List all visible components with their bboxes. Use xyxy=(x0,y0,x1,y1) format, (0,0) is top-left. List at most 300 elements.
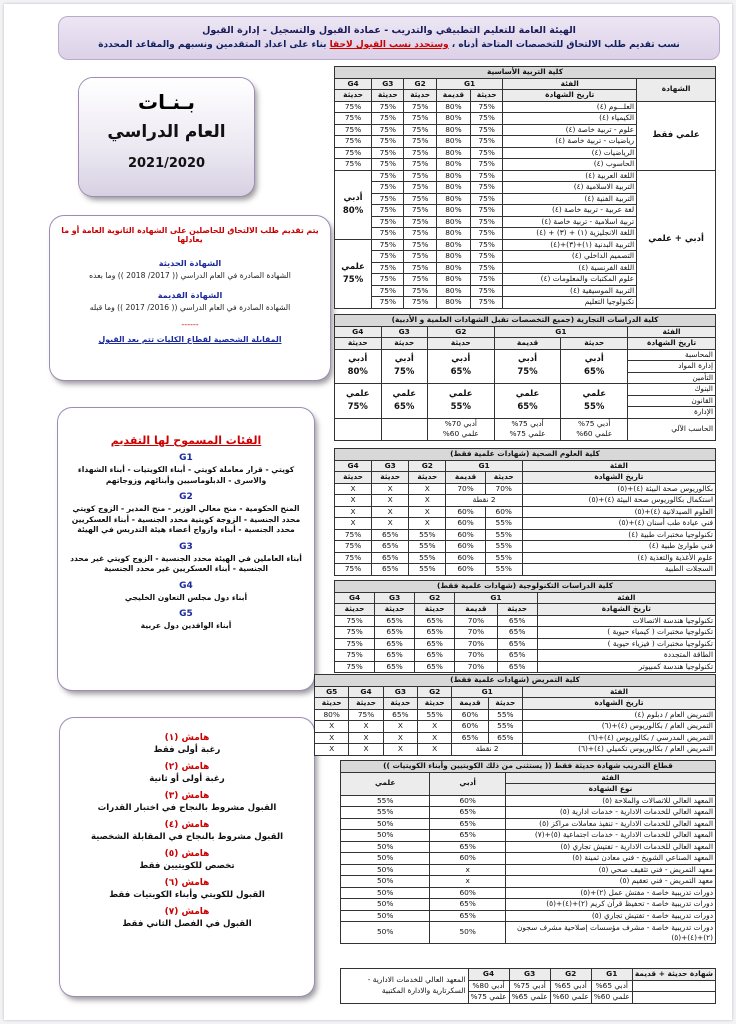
col-g2: G2 xyxy=(404,78,436,90)
cell-text: 80% xyxy=(347,367,368,378)
table-row xyxy=(335,449,716,461)
institute-name: معهد التمريض - فني تثقيف صحي (٥) xyxy=(506,864,716,876)
col-g4: G4 xyxy=(335,326,382,338)
note-text: رغبة أولى فقط xyxy=(153,745,221,755)
group-text: أبناء العاملين في الهيئة محدد الجنسية - الزوج كويتي غير محدد الجنسية - أبناء العسكريين غير محدد الجنسية xyxy=(70,553,302,573)
g1-old: 80% xyxy=(436,159,470,171)
table-row xyxy=(315,709,716,721)
info-old-title: الشهادة القديمة xyxy=(157,290,223,300)
g3: 65% xyxy=(372,564,409,576)
g1-new: 75% xyxy=(471,101,503,113)
g1-new: 65% xyxy=(497,661,537,673)
g2: 65% xyxy=(415,638,455,650)
g1-new: 75% xyxy=(471,170,503,182)
empty-cell xyxy=(632,980,715,992)
specialty-name: التربية البدنية (١)+(٣)+(٤) xyxy=(503,239,637,251)
g4-sci xyxy=(335,239,372,308)
institute-name: دورات تدريبية خاصة - مفتش عمل (٢)+(٥) xyxy=(506,887,716,899)
table-row xyxy=(315,686,716,698)
col-new: حديثة xyxy=(335,604,375,616)
g3: X xyxy=(372,483,409,495)
g3: 75% xyxy=(372,274,404,286)
g2: 75% xyxy=(404,147,436,159)
empty-cell xyxy=(632,992,715,1004)
g4: 75% xyxy=(335,638,375,650)
cell-text: علمي xyxy=(341,261,365,272)
g1-new: 55% xyxy=(485,529,522,541)
note-title: هامش (٦) xyxy=(164,878,210,888)
g1-old: 80% xyxy=(436,285,470,297)
col-category: الفئة xyxy=(537,592,715,604)
table-row xyxy=(335,541,716,553)
col-g4: G4 xyxy=(335,460,372,472)
sci-rate: 50% xyxy=(341,841,430,853)
specialty-name: علوم الأغذية والتغذية (٤) xyxy=(522,552,715,564)
g3: 75% xyxy=(372,262,404,274)
g1-old: 80% xyxy=(436,113,470,125)
col-old: قديمة xyxy=(494,338,561,350)
group-text: المنح الحكومية - منح معالي الوزير - منح المدير - الزوج كويتي محدد الجنسية - الزوجة كويتية محدد الجنسية - أبناء العسكريين محدد الجنسية - أبناء وازواج أعضاء هيئة التدريس في الهيئة xyxy=(71,504,301,534)
table-row xyxy=(341,969,716,981)
g1-new: 75% xyxy=(471,182,503,194)
cert-both: أدبي + علمي xyxy=(637,170,716,308)
table-row xyxy=(341,795,716,807)
g2: 55% xyxy=(418,709,452,721)
specialty-name: فني طوارئ طبية (٤) xyxy=(522,541,715,553)
institute-name: المعهد الصناعي الشويخ - فني معادن ثمينة (٥) xyxy=(506,853,716,865)
specialty-name: الرياضيات (٤) xyxy=(503,147,637,159)
g1-old: 80% xyxy=(436,170,470,182)
info-eligibility: يتم تقديم طلب الالتحاق للحاصلين على الشهادة الثانوية العامة أو ما يعادلها xyxy=(61,226,319,244)
group-name: G1 xyxy=(179,453,193,463)
header-banner xyxy=(58,16,720,60)
col-cert-date: تاريخ الشهادة xyxy=(628,338,716,350)
g2: 75% xyxy=(404,285,436,297)
section-title: كلية الدراسات التجارية (جميع التخصصات تقبل الشهادات العلمية و الأدبية) xyxy=(335,315,716,327)
g1-old: 80% xyxy=(436,251,470,263)
section-title: كلية التربية الأساسية xyxy=(335,67,716,79)
sci-rate: 50% xyxy=(341,922,430,944)
col-new: حديثة xyxy=(335,338,382,350)
specialty-name: تكنولوجيا مختبرات طبية (٤) xyxy=(522,529,715,541)
specialty-name: التصميم الداخلي (٤) xyxy=(503,251,637,263)
table-row xyxy=(335,638,716,650)
sci-rate: 55% xyxy=(341,795,430,807)
specialty-name: إدارة المواد xyxy=(628,361,716,373)
group-name: G3 xyxy=(179,541,193,552)
g4-sci: علمي 75% xyxy=(468,992,509,1004)
col-g1: G1 xyxy=(452,686,523,698)
specialty-name: الكيمياء (٤) xyxy=(503,113,637,125)
table-row xyxy=(315,675,716,687)
g1-new: 60% xyxy=(485,506,522,518)
g1-new: 75% xyxy=(471,159,503,171)
specialty-name: تكنولوجيا هندسة الاتصالات xyxy=(537,615,715,627)
note-text: القبول مشروط بالنجاح في المقابلة الشخصية xyxy=(90,832,284,842)
table-row xyxy=(335,581,716,593)
g4-lit xyxy=(335,170,372,239)
col-cert-date: تاريخ الشهادة xyxy=(523,698,716,710)
g1-points: 2 نقطة xyxy=(446,495,522,507)
col-old: قديمة xyxy=(446,472,485,484)
lit-rate: x xyxy=(430,864,506,876)
g4-sci xyxy=(335,384,382,419)
section-title: كلية التمريض (شهادات علمية فقط) xyxy=(315,675,716,687)
g1-old: 80% xyxy=(436,205,470,217)
col-new: حديثة xyxy=(381,338,427,350)
g3: 75% xyxy=(372,170,404,182)
g2: X xyxy=(409,483,446,495)
table-row xyxy=(341,899,716,911)
table-row xyxy=(335,615,716,627)
specialty-name: التربية الموسيقية (٤) xyxy=(503,285,637,297)
col-category: الفئة xyxy=(503,78,637,90)
col-cert-date: تاريخ الشهادة xyxy=(503,90,637,102)
cell-text: 75% xyxy=(394,367,415,378)
institute-name: دورات تدريبية خاصة - تفتيش تجاري (٥) xyxy=(506,910,716,922)
g1-points: 2 نقطة xyxy=(452,744,523,756)
cell-text: علمي xyxy=(345,388,370,399)
note-text: رغبة أولى أو ثانية xyxy=(149,774,225,784)
cell-text: 65% xyxy=(394,401,415,412)
note-title: هامش (١) xyxy=(164,733,210,743)
g1-new: 75% xyxy=(471,262,503,274)
institute-name: المعهد العالي للخدمات الادارية - تنفيذ معاملات مراكز (٥) xyxy=(506,818,716,830)
lit-rate: 60% xyxy=(430,853,506,865)
g4: 75% xyxy=(335,136,372,148)
g2: 75% xyxy=(404,136,436,148)
col-g4: G4 xyxy=(335,78,372,90)
g2: 65% xyxy=(415,627,455,639)
g3: 65% xyxy=(372,552,409,564)
col-new: حديثة xyxy=(375,604,415,616)
g1-old: 80% xyxy=(436,147,470,159)
g1-new-lit xyxy=(561,349,628,384)
g1-old: 70% xyxy=(455,638,497,650)
g3: 75% xyxy=(372,239,404,251)
col-new: حديثة xyxy=(372,472,409,484)
g1-old: 80% xyxy=(436,182,470,194)
col-category: الفئة xyxy=(628,326,716,338)
pc-g3 xyxy=(381,418,427,440)
table-row xyxy=(341,853,716,865)
note-title: هامش (٤) xyxy=(164,820,210,830)
table-training xyxy=(340,760,716,944)
g2: 75% xyxy=(404,274,436,286)
g4: X xyxy=(335,518,372,530)
table-row xyxy=(335,418,716,440)
table-row xyxy=(335,170,716,182)
cell-text: علمي 75% xyxy=(509,429,546,438)
g3: 65% xyxy=(375,615,415,627)
pc-g1-new xyxy=(561,418,628,440)
g1-old: 60% xyxy=(446,541,485,553)
g1-new: 75% xyxy=(471,216,503,228)
institute-name: المعهد العالي للاتصالات والملاحة (٥) xyxy=(506,795,716,807)
g1-new: 75% xyxy=(471,205,503,217)
cell-text: أدبي xyxy=(451,354,471,365)
cell-text: أدبي xyxy=(517,354,538,365)
note-title: هامش (٣) xyxy=(164,791,210,801)
g2: 75% xyxy=(404,182,436,194)
g4: X xyxy=(349,744,383,756)
cell-text: أدبي 75% xyxy=(578,418,611,428)
g1-old: 70% xyxy=(455,661,497,673)
info-divider: ------ xyxy=(181,320,199,329)
g3: 75% xyxy=(372,124,404,136)
lit-rate: 60% xyxy=(430,887,506,899)
lit-rate: 60% xyxy=(430,795,506,807)
g1-old: 60% xyxy=(446,529,485,541)
g3: X xyxy=(372,495,409,507)
cell-text: علمي xyxy=(515,388,540,399)
g1-new: 55% xyxy=(485,518,522,530)
g4: 75% xyxy=(349,709,383,721)
sci-rate: 50% xyxy=(341,910,430,922)
col-g3: G3 xyxy=(383,686,417,698)
lit-rate: 65% xyxy=(430,807,506,819)
table-row xyxy=(335,661,716,673)
table-basic-education xyxy=(334,66,716,309)
cell-text: أدبي xyxy=(394,354,414,365)
groups-list xyxy=(66,453,306,632)
specialty-name: استكمال بكالوريوس صحة البيئة (٤)+(٥) xyxy=(522,495,715,507)
specialty-name: التمريض العام / دبلوم (٤) xyxy=(523,709,716,721)
info-interview-link[interactable]: المقابلة الشخصية لقطاع الكليات تتم بعد القبول xyxy=(98,335,282,344)
col-g3: G3 xyxy=(375,592,415,604)
table-nursing xyxy=(314,674,716,756)
table-health xyxy=(334,448,716,576)
table-row xyxy=(341,830,716,842)
g3: 75% xyxy=(372,159,404,171)
g3: 75% xyxy=(372,297,404,309)
sci-rate: 50% xyxy=(341,876,430,888)
table-technology xyxy=(334,580,716,673)
table-row xyxy=(315,744,716,756)
col-newold: شهادة حديثة + قديمة xyxy=(632,969,715,981)
sci-rate: 50% xyxy=(341,818,430,830)
g3: X xyxy=(383,744,417,756)
specialty-name: اللغة الانجليزية (١) + (٣) + (٤) xyxy=(503,228,637,240)
g1-old: 80% xyxy=(436,216,470,228)
g2: X xyxy=(418,721,452,733)
g1-old: 60% xyxy=(446,564,485,576)
cell-text: أدبي 70% xyxy=(444,418,477,428)
g2: 55% xyxy=(409,564,446,576)
g2: 75% xyxy=(404,251,436,263)
g2: 75% xyxy=(404,205,436,217)
g1-old: 80% xyxy=(436,239,470,251)
institute-name: دورات تدريبية خاصة - تحفيظ قرآن كريم (٢)+(٤)+(٥) xyxy=(506,899,716,911)
g3: 65% xyxy=(372,529,409,541)
institute-name: المعهد العالي للخدمات الادارية - خدمات ادارية (٥) xyxy=(506,807,716,819)
g1-old: 80% xyxy=(436,136,470,148)
info-old-text: الشهادة الصادرة في العام الدراسي (( 2016/ 2017 )) وما قبله xyxy=(89,303,291,312)
specialty-name: تكنولوجيا هندسة كمبيوتر xyxy=(537,661,715,673)
g4: 75% xyxy=(335,650,375,662)
info-card xyxy=(50,216,330,380)
g3: 75% xyxy=(372,193,404,205)
g1-sci: علمي 60% xyxy=(591,992,632,1004)
table-row xyxy=(335,326,716,338)
specialty-name: رياضيات - تربية خاصة (٤) xyxy=(503,136,637,148)
section-title: كلية العلوم الصحية (شهادات علمية فقط) xyxy=(335,449,716,461)
cell-text: 65% xyxy=(450,367,471,378)
institute-name: دورات تدريبية خاصة - مشرف مؤسسات إصلاحية مشرف سجون (٢)+(٤)+(٥) xyxy=(506,922,716,944)
g2: 75% xyxy=(404,159,436,171)
cell-text: أدبي 75% xyxy=(511,418,544,428)
note-text: القبول في الفصل الثاني فقط xyxy=(122,919,252,929)
g4: X xyxy=(349,732,383,744)
specialty-name: التأمين xyxy=(628,372,716,384)
specialty-name: البنوك xyxy=(628,384,716,396)
g4: X xyxy=(349,721,383,733)
col-new: حديثة xyxy=(485,472,522,484)
specialty-name: المحاسبة xyxy=(628,349,716,361)
g2: 75% xyxy=(404,170,436,182)
g1-new: 65% xyxy=(488,732,522,744)
note-title: هامش (٥) xyxy=(164,849,210,859)
specialty-name: السجلات الطبية xyxy=(522,564,715,576)
table-row xyxy=(335,349,716,361)
g1-new: 65% xyxy=(497,627,537,639)
table-row xyxy=(335,506,716,518)
note-text: القبول للكويتي وأبناء الكويتيات فقط xyxy=(109,890,265,900)
table-row xyxy=(341,772,716,784)
g4: 75% xyxy=(335,101,372,113)
cell-text: علمي xyxy=(449,388,473,399)
g1-old: 70% xyxy=(455,615,497,627)
g4-lit: أدبي 80% xyxy=(468,980,509,992)
table-row xyxy=(341,807,716,819)
g1-new: 65% xyxy=(497,650,537,662)
g3-sci: علمي 65% xyxy=(509,992,550,1004)
col-category: الفئة xyxy=(523,686,716,698)
note-title: هامش (٧) xyxy=(164,907,210,917)
col-new: حديثة xyxy=(488,698,522,710)
g1-new: 75% xyxy=(471,297,503,309)
g3: 75% xyxy=(372,251,404,263)
g3: 65% xyxy=(375,638,415,650)
col-g3: G3 xyxy=(372,78,404,90)
specialty-name: التمريض العام / بكالوريوس تكميلي (٤)+(٦) xyxy=(523,744,716,756)
table-row xyxy=(315,732,716,744)
table-row xyxy=(341,818,716,830)
g3: 75% xyxy=(372,113,404,125)
g1-new: 75% xyxy=(471,228,503,240)
col-g4: G4 xyxy=(349,686,383,698)
specialty-name: علوم - تربية خاصة (٤) xyxy=(503,124,637,136)
g2: 75% xyxy=(404,113,436,125)
g3: 65% xyxy=(383,709,417,721)
g1-old: 60% xyxy=(446,518,485,530)
cell-text: 80% xyxy=(342,205,364,216)
col-category: الفئة xyxy=(522,460,715,472)
col-g2: G2 xyxy=(415,592,455,604)
g4: 75% xyxy=(335,627,375,639)
specialty-name: الحاسب الآلي xyxy=(628,418,716,440)
g2: 55% xyxy=(409,541,446,553)
col-new: حديثة xyxy=(561,338,628,350)
table-business xyxy=(334,314,716,441)
g1-new: 55% xyxy=(488,709,522,721)
cell-text: أدبي xyxy=(584,354,604,365)
cell-text: علمي 60% xyxy=(576,429,613,438)
lit-rate: 65% xyxy=(430,830,506,842)
specialty-name: القانون xyxy=(628,395,716,407)
table-secretarial xyxy=(340,968,716,1004)
cell-text: 75% xyxy=(347,401,368,412)
title-card xyxy=(79,78,254,196)
g3: 75% xyxy=(372,205,404,217)
g3-lit xyxy=(381,349,427,384)
g2: X xyxy=(418,744,452,756)
g1-old: 80% xyxy=(436,274,470,286)
g1-old: 60% xyxy=(446,552,485,564)
groups-title: الفئات المسموح لها التقديم xyxy=(110,434,262,447)
notes-list xyxy=(68,733,306,929)
g1-new: 75% xyxy=(471,113,503,125)
g3: 75% xyxy=(372,101,404,113)
col-g2: G2 xyxy=(550,969,591,981)
table-row xyxy=(341,910,716,922)
g1-old: 80% xyxy=(436,297,470,309)
col-g1: G1 xyxy=(494,326,627,338)
specialty-name: فني عيادة طب أسنان (٤)+(٥) xyxy=(522,518,715,530)
secretarial-name: المعهد العالي للخدمات الادارية - السكرتارية والادارة المكتبية xyxy=(341,969,469,1004)
g1-old: 80% xyxy=(436,228,470,240)
g2: 75% xyxy=(404,228,436,240)
g2: 75% xyxy=(404,297,436,309)
table-row xyxy=(335,338,716,350)
specialty-name: تربية اسلامية - تربية خاصة (٤) xyxy=(503,216,637,228)
lit-rate: x xyxy=(430,876,506,888)
group-text: أبناء دول مجلس التعاون الخليجي xyxy=(124,592,248,602)
col-sci: علمي xyxy=(341,772,430,795)
header-sub-post: بناء على اعداد المتقدمين ونسبهم والمقاعد المحددة xyxy=(98,40,327,50)
g1-new-sci xyxy=(561,384,628,419)
g3: X xyxy=(372,518,409,530)
g1-new: 75% xyxy=(471,124,503,136)
specialty-name: اللغة العربية (٤) xyxy=(503,170,637,182)
specialty-name: التمريض العام / بكالوريوس (٤)+(٦) xyxy=(523,721,716,733)
g2: X xyxy=(409,495,446,507)
note-title: هامش (٢) xyxy=(164,762,210,772)
g1-new: 75% xyxy=(471,147,503,159)
sci-rate: 50% xyxy=(341,864,430,876)
table-row xyxy=(335,384,716,396)
g2: 75% xyxy=(404,262,436,274)
g1-new: 55% xyxy=(485,541,522,553)
g3: 65% xyxy=(375,650,415,662)
col-new: حديثة xyxy=(471,90,503,102)
specialty-name: تكنولوجيا مختبرات ( كيمياء حيوية ) xyxy=(537,627,715,639)
table-row xyxy=(335,472,716,484)
specialty-name: التربية الاسلامية (٤) xyxy=(503,182,637,194)
g2-sci xyxy=(427,384,494,419)
group-name: G2 xyxy=(179,492,193,502)
table-row xyxy=(335,483,716,495)
col-new: حديثة xyxy=(409,472,446,484)
g2: X xyxy=(409,518,446,530)
cell-text: 75% xyxy=(517,367,538,378)
specialty-name: اللغة الفرنسية (٤) xyxy=(503,262,637,274)
col-new: حديثة xyxy=(372,90,404,102)
col-new: حديثة xyxy=(335,90,372,102)
g3: 65% xyxy=(372,541,409,553)
g1-lit: أدبي 65% xyxy=(591,980,632,992)
col-g1: G1 xyxy=(446,460,522,472)
